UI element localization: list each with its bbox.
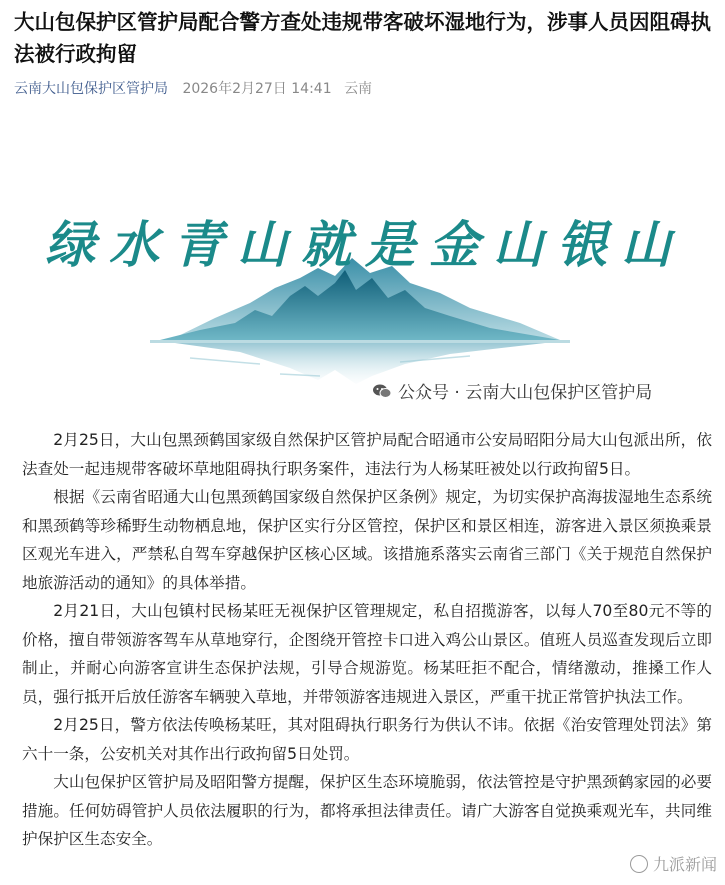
article-meta (14, 78, 380, 98)
paragraph: 大山包保护区管护局及昭阳警方提醒，保护区生态环境脆弱，依法管控是守护黑颈鹤家园的必要措施。任何妨碍管护人员依法履职的行为，都将承担法律责任。请广大游客自觉换乘观光车，共同维护保护区生态安全。 (22, 773, 712, 848)
paragraph: 2月21日，大山包镇村民杨某旺无视保护区管理规定，私自招揽游客，以每人70至80元不等的价格，擅自带领游客驾车从草地穿行，企图绕开管控卡口进入鸡公山景区。值班人员巡查发现后立即制止，并耐心向游客宣讲生态保护法规，引导合规游览。杨某旺拒不配合，情绪激动，推搡工作人员，强行抵开后放任游客车辆驶入草地，并带领游客违规进入景区，严重干扰正常管护执法工作。 (22, 602, 712, 706)
paragraph: 根据《云南省昭通大山包黑颈鹤国家级自然保护区条例》规定，为切实保护高海拔湿地生态系统和黑颈鹤等珍稀野生动物栖息地，保护区实行分区管控，保护区和景区相连，游客进入景区须换乘景区观光车进入，严禁私自驾车穿越保护区核心区域。该措施系落实云南省三部门《关于规范自然保护地旅游活动的通知》的具体举措。 (22, 488, 712, 592)
paragraph: 2月25日，大山包黑颈鹤国家级自然保护区管护局配合昭通市公安局昭阳分局大山包派出所，依法查处一起违规带客破坏草地阻碍执行职务案件，违法行为人杨某旺被处以行政拘留5日。 (22, 431, 712, 478)
region-label: 云南 (344, 81, 373, 97)
publish-date: 2026年2月27日 14:41 (182, 81, 332, 97)
banner-calligraphy: 绿水青山就是金山银山 (45, 215, 685, 274)
article-body (22, 426, 712, 854)
wechat-caption-text: 公众号 · 云南大山包保护区管护局 (398, 383, 653, 403)
watermark-logo-icon (630, 855, 648, 873)
watermark-text: 九派新闻 (652, 855, 717, 874)
article-title: 大山包保护区管护局配合警方查处违规带客破坏湿地行为，涉事人员因阻碍执法被行政拘留 (14, 10, 711, 66)
source-link[interactable]: 云南大山包保护区管护局 (14, 81, 168, 97)
wechat-icon (372, 383, 392, 399)
wechat-caption (372, 378, 652, 403)
watermark (630, 852, 717, 875)
paragraph: 2月25日，警方依法传唤杨某旺，其对阻碍执行职务行为供认不讳。依据《治安管理处罚法》第六十一条，公安机关对其作出行政拘留5日处罚。 (22, 716, 712, 763)
